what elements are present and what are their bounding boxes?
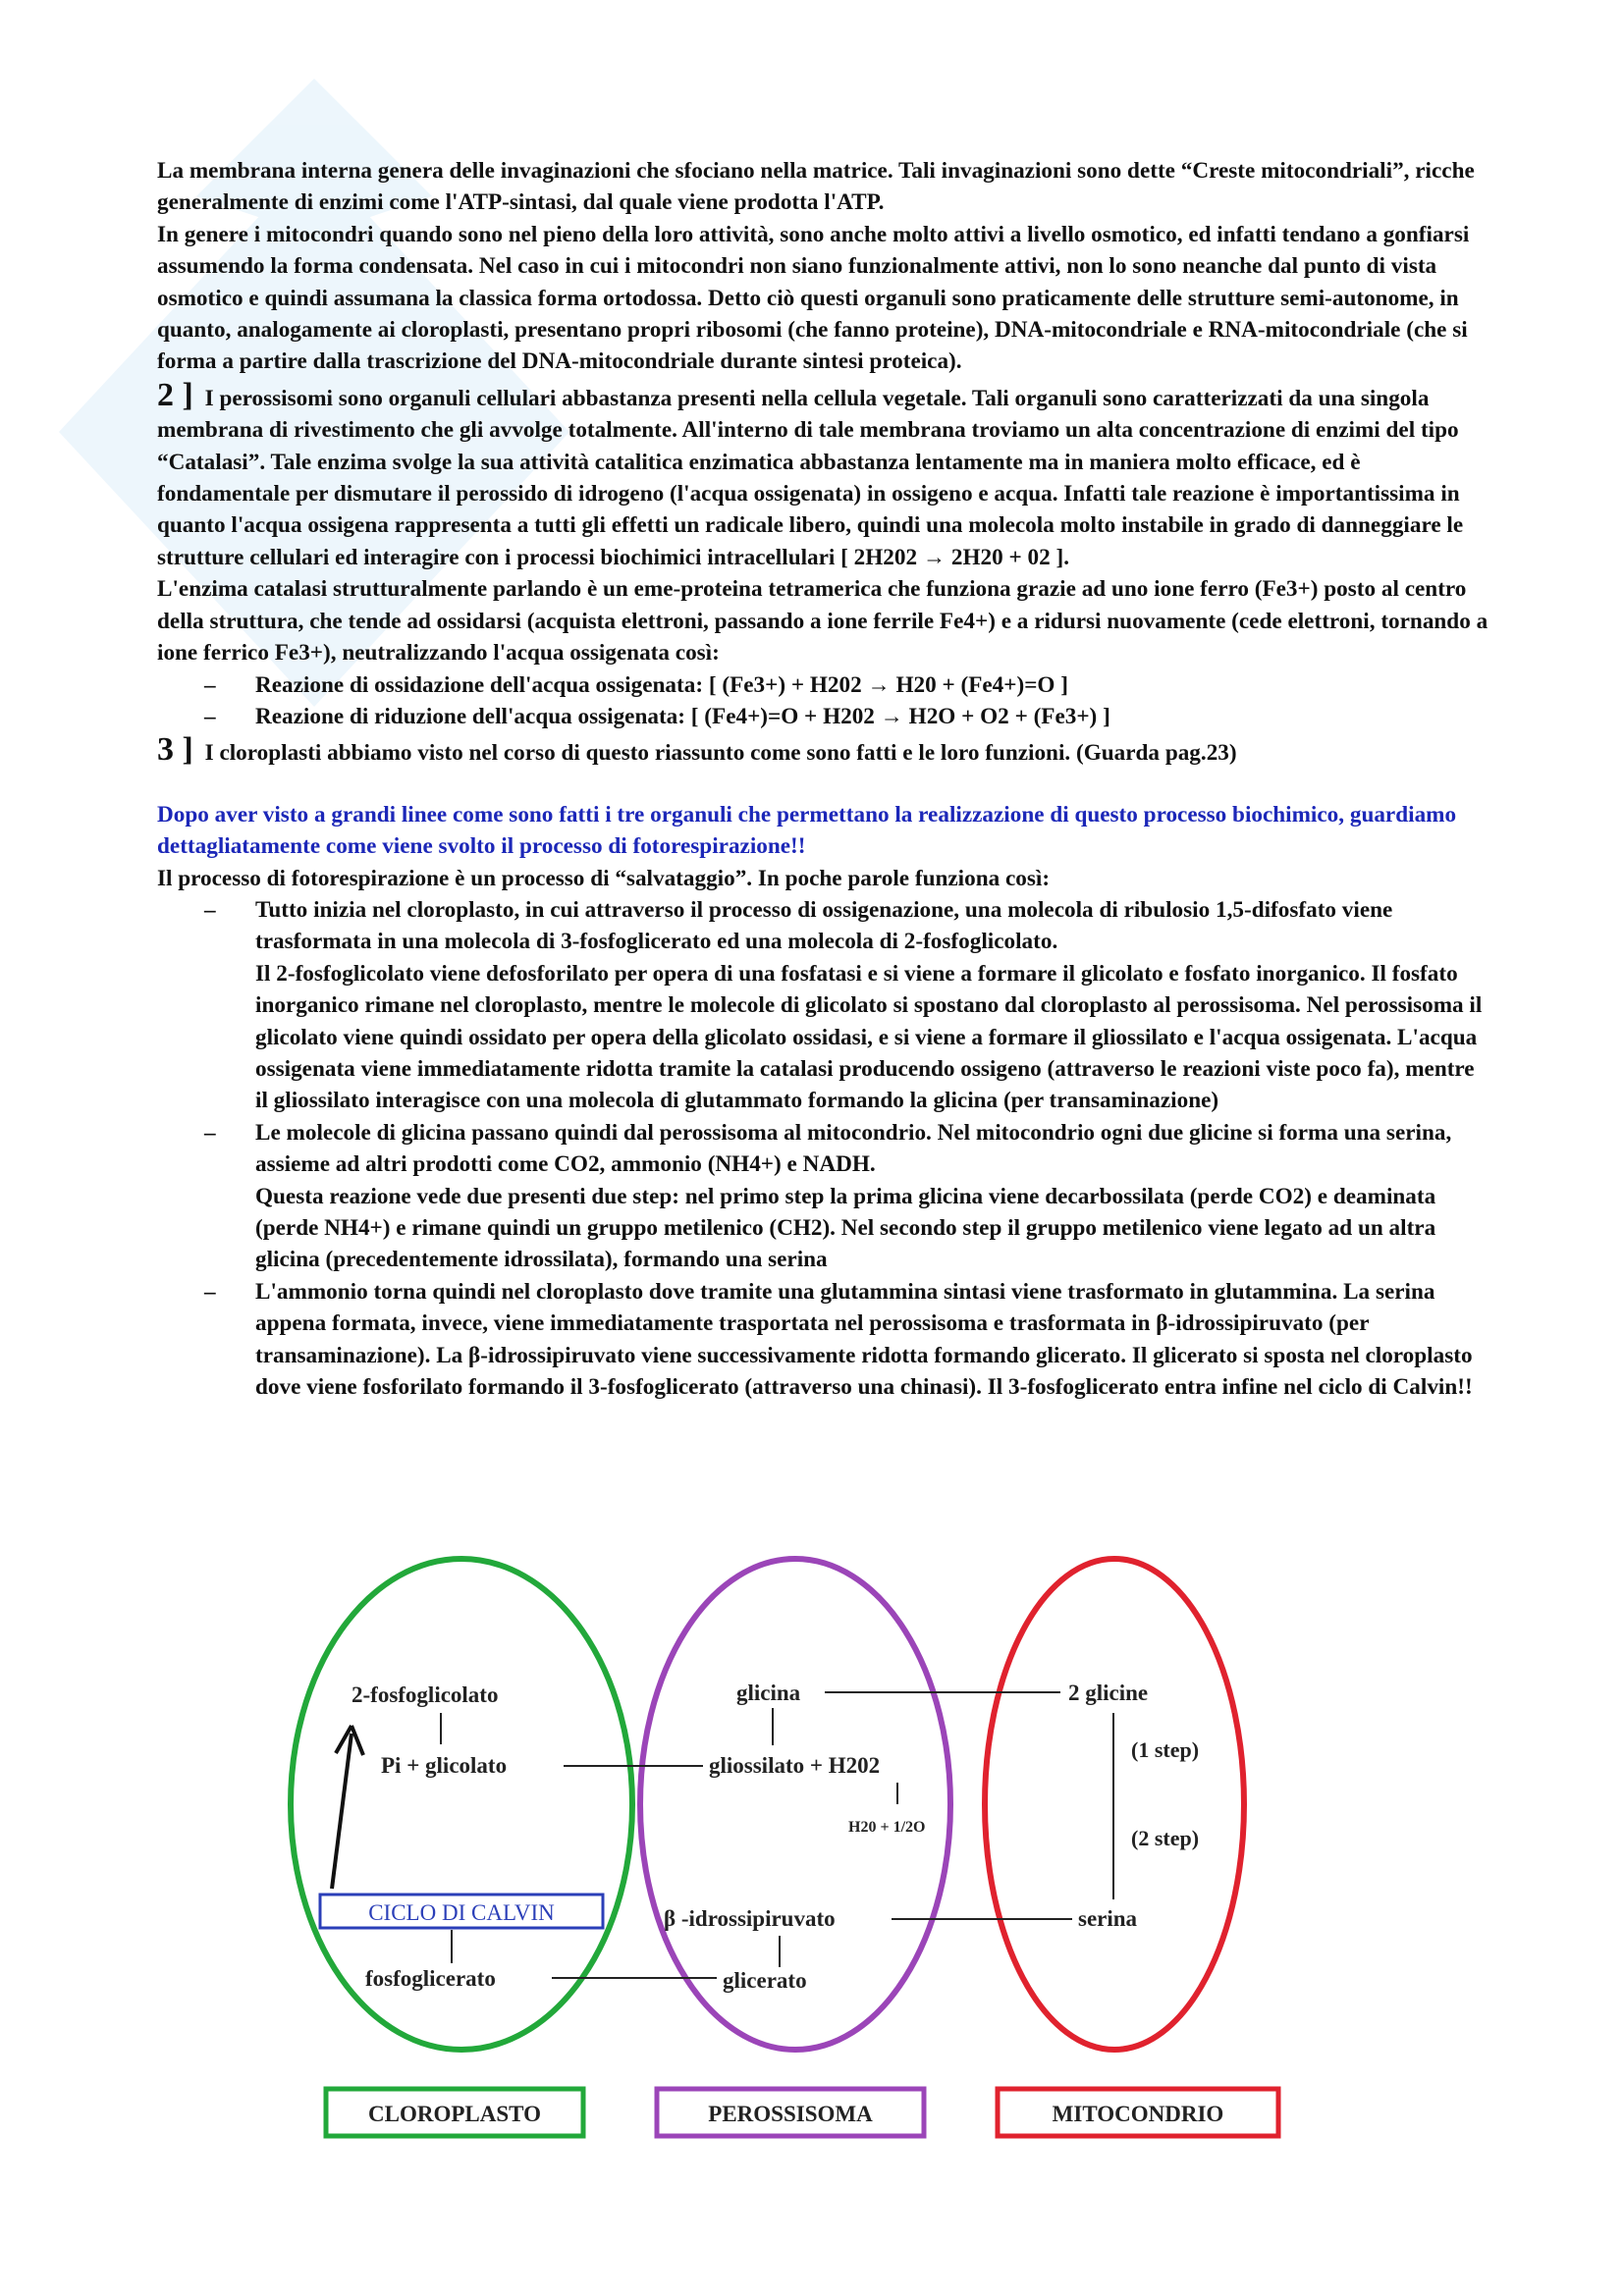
label-serina: serina xyxy=(1078,1906,1138,1931)
label-step-2: (2 step) xyxy=(1131,1826,1200,1850)
label-glicerato: glicerato xyxy=(723,1968,807,1993)
dash-bullet: – xyxy=(204,1119,216,1146)
up-arrow-shaft xyxy=(332,1734,352,1889)
process-step-2a: Le molecole di glicina passano quindi dal perossisoma al mitocondrio. Nel mitocondrio ogni due glicine si forma una serina, assieme ad altri prodotti come CO2, ammonio (NH4+) e NADH. xyxy=(255,1119,1452,1178)
section-2-number: 2 ] xyxy=(157,376,193,413)
label-glicina: glicina xyxy=(736,1681,801,1705)
label-pi-glicolato: Pi + glicolato xyxy=(381,1753,508,1778)
peroxisome-label: PEROSSISOMA xyxy=(708,2102,873,2126)
label-step-1: (1 step) xyxy=(1131,1737,1200,1762)
section-3-text: I cloroplasti abbiamo visto nel corso di questo riassunto come sono fatti e le loro funzioni. (Guarda pag.23) xyxy=(204,740,1237,767)
dash-bullet: – xyxy=(204,896,216,923)
process-step-3: L'ammonio torna quindi nel cloroplasto dove tramite una glutammina sintasi viene trasformato in glutammina. La serina appena formata, invece, viene immediatamente trasportata nel perossisoma e trasformata in β-idrossipiruvato (per transaminazione). La β-idrossipiruvato viene successivamente ridotta formando glicerato. Il glicerato si sposta nel cloroplasto dove viene fosforilato formando il 3-fosfoglicerato (attraverso una chinasi). Il 3-fosfoglicerato entra infine nel ciclo di Calvin!! xyxy=(255,1278,1473,1401)
calvin-cycle-label: CICLO DI CALVIN xyxy=(368,1900,555,1925)
process-step-1b: Il 2-fosfoglicolato viene defosforilato per opera di una fosfatasi e si viene a formare il glicolato e fosfato inorganico. Il fosfato inorganico rimane nel cloroplasto, mentre le molecole di glicolato si spostano dal cloroplasto al perossisoma. Nel perossisoma il glicolato viene quindi ossidato per opera della glicolato ossidasi, e si viene a formare il gliossilato e l'acqua ossigenata. L'acqua ossigenata viene immediatamente ridotta tramite la catalasi producendo ossigeno (attraverso le reazioni viste poco fa), mentre il gliossilato interagisce con una molecola di glutammato formando la glicina (per transaminazione) xyxy=(255,960,1483,1114)
reaction-oxidation: Reazione di ossidazione dell'acqua ossigenata: [ (Fe3+) + H202 → H20 + (Fe4+)=O ] xyxy=(255,671,1068,698)
paragraph-2: In genere i mitocondri quando sono nel pieno della loro attività, sono anche molto attivi a livello osmotico, ed infatti tendano a gonfiarsi assumendo la forma condensata. Nel caso in cui i mitocondri non siano funzionalmente attivi, non lo sono neanche dal punto di vista osmotico e quindi assumana la classica forma ortodossa. Detto ciò questi organuli sono praticamente delle strutture semi-autonome, in quanto, analogamente ai cloroplasti, presentano propri ribosomi (che fanno proteine), DNA-mitocondriale e RNA-mitocondriale (che si forma a partire dalla trascrizione del DNA-mitocondriale durante sintesi proteica). xyxy=(157,221,1470,375)
dash-bullet: – xyxy=(204,1278,216,1305)
paragraph-1: La membrana interna genera delle invaginazioni che sfociano nella matrice. Tali invaginazioni sono dette “Creste mitocondriali”, ricche generalmente di enzimi come l'ATP-sintasi, dal quale viene prodotta l'ATP. xyxy=(157,158,1475,216)
mitochondrion-label: MITOCONDRIO xyxy=(1052,2102,1224,2126)
paragraph-4: Il processo di fotorespirazione è un processo di “salvataggio”. In poche parole funziona così: xyxy=(157,865,1051,891)
label-h2o-o2: H20 + 1/2O xyxy=(848,1819,926,1836)
dash-bullet: – xyxy=(204,703,216,729)
label-gliossilato: gliossilato + H202 xyxy=(709,1753,881,1778)
label-idrossipiruvato: β -idrossipiruvato xyxy=(664,1906,836,1931)
label-fosfoglicerato: fosfoglicerato xyxy=(365,1966,496,1991)
section-2-text: I perossisomi sono organuli cellulari abbastanza presenti nella cellula vegetale. Tali organuli sono caratterizzati da una singola membrana di rivestimento che gli avvolge totalmente. All'interno di tale membrana troviamo un alta concentrazione di enzimi del tipo “Catalasi”. Tale enzima svolge la sua attività catalitica enzimatica abbastanza lentamente ma in maniera molto efficace, ed è fondamentale per dismutare il perossido di idrogeno (l'acqua ossigenata) in ossigeno e acqua. Infatti tale reazione è importantissima in quanto l'acqua ossigena rappresenta a tutti gli effetti un radicale libero, quindi una molecola molto instabile in grado di danneggiare le strutture cellulari ed interagire con i processi biochimici intracellulari [ 2H202 → 2H20 + 02 ]. xyxy=(157,385,1464,570)
reaction-reduction: Reazione di riduzione dell'acqua ossigenata: [ (Fe4+)=O + H202 → H2O + O2 + (Fe3+) ] xyxy=(255,703,1110,729)
label-2-glicine: 2 glicine xyxy=(1068,1681,1149,1705)
highlight-paragraph: Dopo aver visto a grandi linee come sono fatti i tre organuli che permettano la realizzazione di questo processo biochimico, guardiamo dettagliatamente come viene svolto il processo di fotorespirazione!! xyxy=(157,801,1457,860)
process-step-2b: Questa reazione vede due presenti due step: nel primo step la prima glicina viene decarbossilata (perde CO2) e deaminata (perde NH4+) e rimane quindi un gruppo metilenico (CH2). Nel secondo step il gruppo metilenico viene legato ad un altra glicina (precedentemente idrossilata), formando una serina xyxy=(255,1183,1436,1273)
process-step-1a: Tutto inizia nel cloroplasto, in cui attraverso il processo di ossigenazione, una molecola di ribulosio 1,5-difosfato viene trasformata in una molecola di 3-fosfoglicerato ed una molecola di 2-fosfoglicolato. xyxy=(255,896,1393,955)
label-2-fosfoglicolato: 2-fosfoglicolato xyxy=(352,1682,499,1707)
paragraph-3: L'enzima catalasi strutturalmente parlando è un eme-proteina tetramerica che funziona grazie ad uno ione ferro (Fe3+) posto al centro della struttura, che tende ad ossidarsi (acquista elettroni, passando a ione ferrile Fe4+) e a ridursi nuovamente (cede elettroni, tornando a ione ferrico Fe3+), neutralizzando l'acqua ossigenata così: xyxy=(157,576,1488,667)
dash-bullet: – xyxy=(204,671,216,698)
section-3-number: 3 ] xyxy=(157,731,193,769)
chloroplast-label: CLOROPLASTO xyxy=(368,2102,541,2126)
